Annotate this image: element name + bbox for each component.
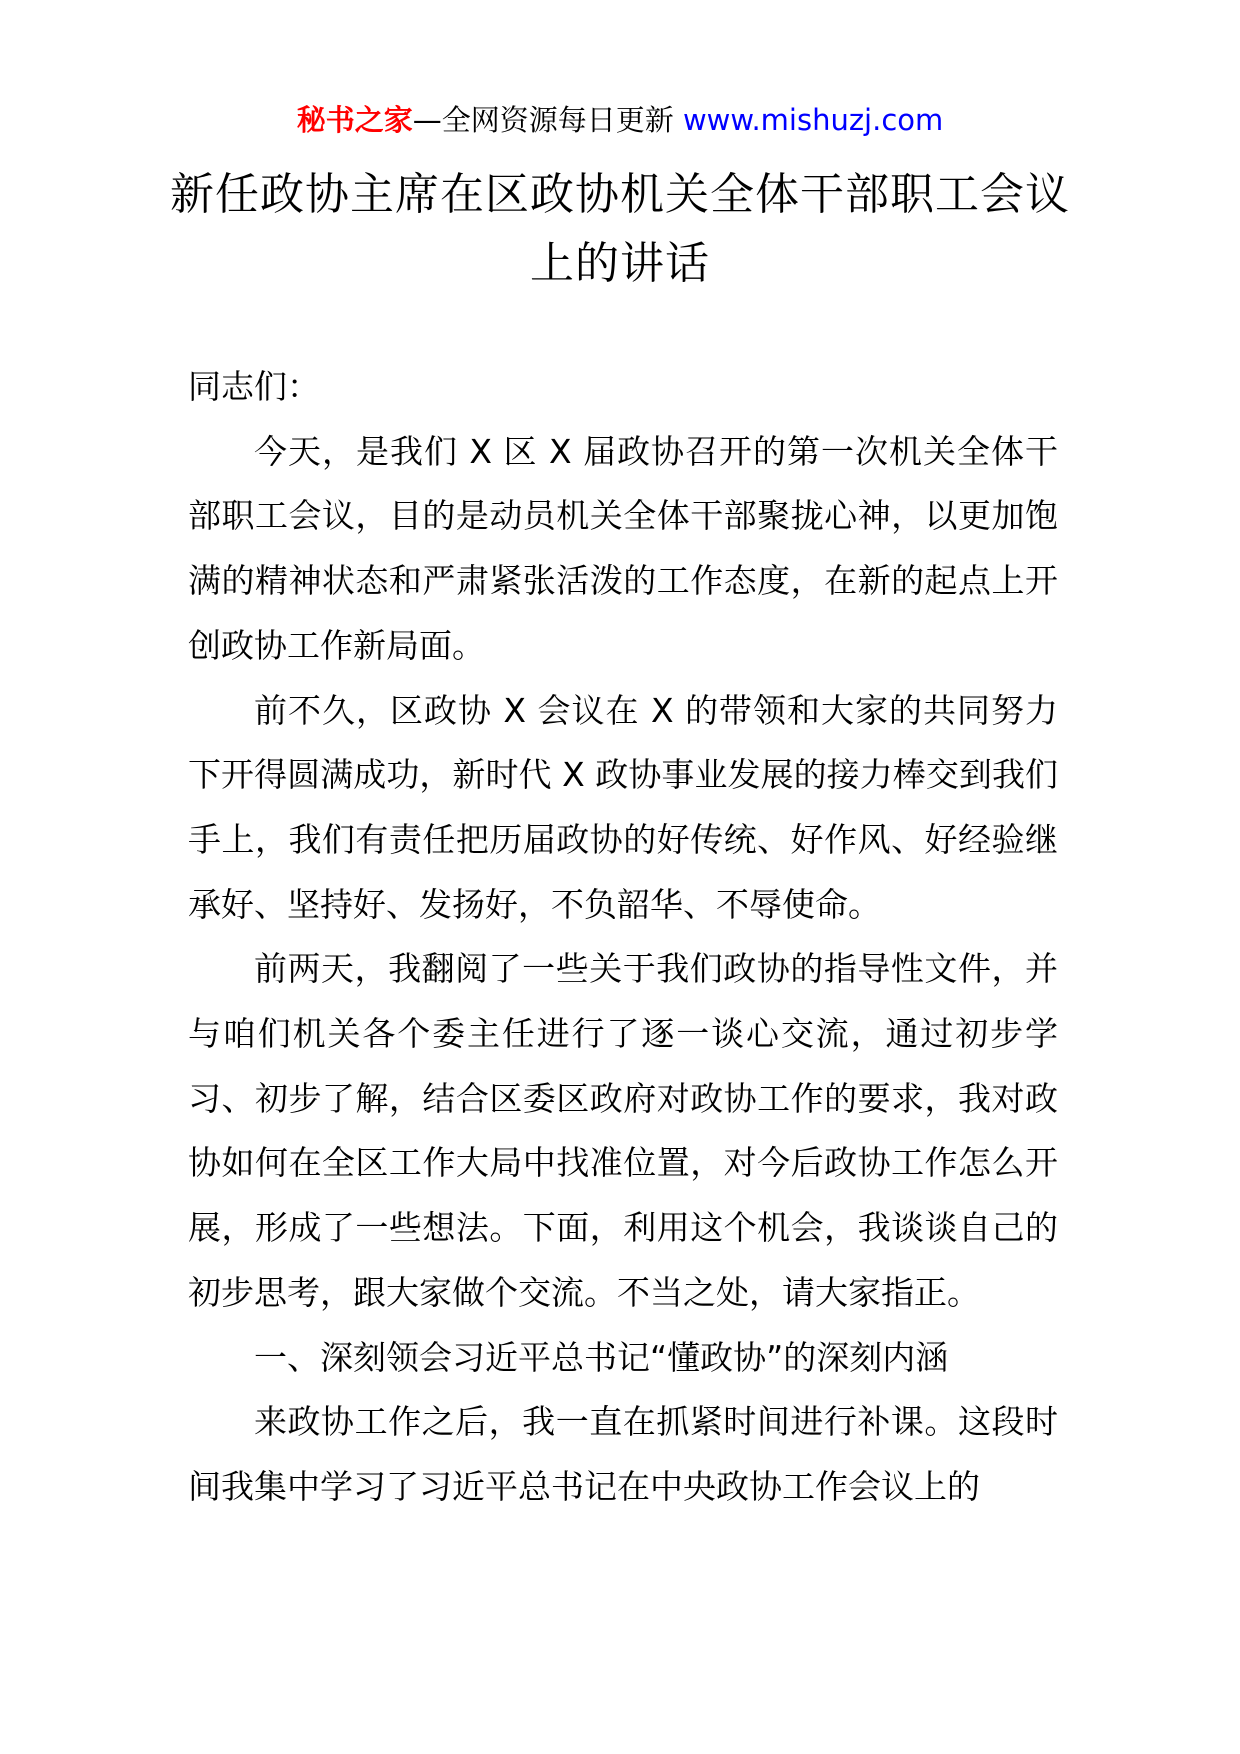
document-body bbox=[188, 355, 1058, 1520]
watermark-header bbox=[0, 100, 1240, 140]
paragraph-2: 前不久，区政协 X 会议在 X 的带领和大家的共同努力下开得圆满成功，新时代 X 政协事业发展的接力棒交到我们手上，我们有责任把历届政协的好传统、好作风、好经验继承好、坚持好、发扬好，不负韶华、不辱使命。 bbox=[188, 690, 1058, 924]
paragraph-1: 今天，是我们 X 区 X 届政协召开的第一次机关全体干部职工会议，目的是动员机关全体干部聚拢心神，以更加饱满的精神状态和严肃紧张活泼的工作态度，在新的起点上开创政协工作新局面。 bbox=[188, 431, 1058, 665]
paragraph-3: 前两天，我翻阅了一些关于我们政协的指导性文件，并与咱们机关各个委主任进行了逐一谈心交流，通过初步学习、初步了解，结合区委区政府对政协工作的要求，我对政协如何在全区工作大局中找准位置，对今后政协工作怎么开展，形成了一些想法。下面，利用这个机会，我谈谈自己的初步思考，跟大家做个交流。不当之处，请大家指正。 bbox=[188, 949, 1058, 1312]
section-heading: 一、深刻领会习近平总书记“懂政协”的深刻内涵 bbox=[254, 1337, 949, 1377]
brand-name: 秘书之家 bbox=[296, 103, 413, 137]
brand-url[interactable]: www.mishuzj.com bbox=[682, 103, 944, 137]
document-title: 新任政协主席在区政协机关全体干部职工会议上的讲话 bbox=[170, 169, 1070, 289]
section-paragraph: 来政协工作之后，我一直在抓紧时间进行补课。这段时间我集中学习了习近平总书记在中央政协工作会议上的 bbox=[188, 1402, 1058, 1506]
salutation: 同志们： bbox=[188, 367, 320, 406]
brand-tagline: —全网资源每日更新 bbox=[412, 103, 674, 137]
